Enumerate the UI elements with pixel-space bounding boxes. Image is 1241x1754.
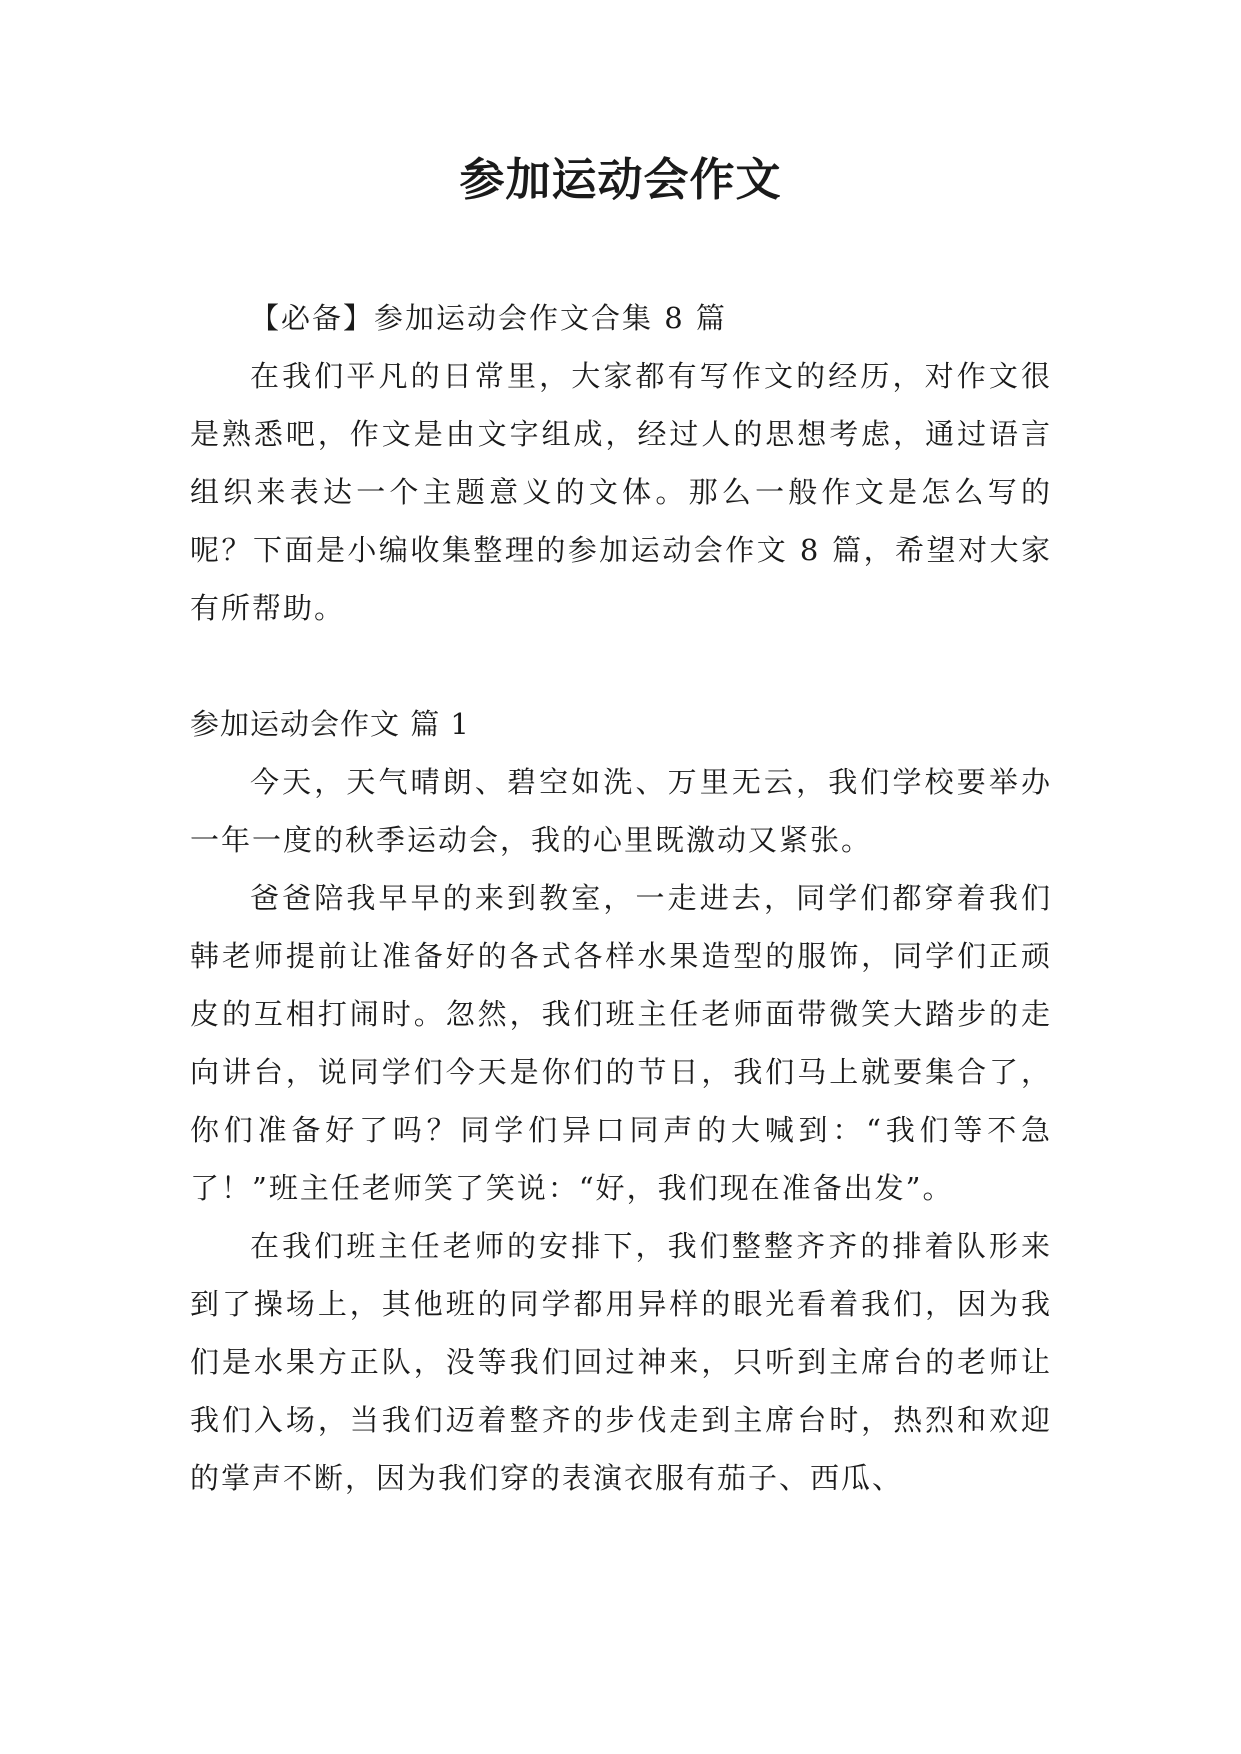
document-title: 参加运动会作文: [459, 153, 782, 206]
body-paragraph: 在我们班主任老师的安排下，我们整整齐齐的排着队形来到了操场上，其他班的同学都用异样的眼光看着我们，因为我们是水果方正队，没等我们回过神来，只听到主席台的老师让我们入场，当我们迈着整齐的步伐走到主席台时，热烈和欢迎的掌声不断，因为我们穿的表演衣服有茄子、西瓜、: [190, 1229, 1052, 1495]
body-paragraph: 今天，天气晴朗、碧空如洗、万里无云，我们学校要举办一年一度的秋季运动会，我的心里既激动又紧张。: [190, 765, 1052, 857]
section-heading: 参加运动会作文 篇 1: [190, 707, 470, 741]
intro-paragraph: 在我们平凡的日常里，大家都有写作文的经历，对作文很是熟悉吧，作文是由文字组成，经过人的思想考虑，通过语言组织来表达一个主题意义的文体。那么一般作文是怎么写的呢？下面是小编收集整理的参加运动会作文 8 篇，希望对大家有所帮助。: [190, 359, 1052, 625]
document-body: [190, 289, 1052, 1507]
lead-line: 【必备】参加运动会作文合集 8 篇: [250, 301, 727, 335]
body-paragraph: 爸爸陪我早早的来到教室，一走进去，同学们都穿着我们韩老师提前让准备好的各式各样水果造型的服饰，同学们正顽皮的互相打闹时。忽然，我们班主任老师面带微笑大踏步的走向讲台，说同学们今天是你们的节日，我们马上就要集合了，你们准备好了吗？同学们异口同声的大喊到：“我们等不急了！”班主任老师笑了笑说：“好，我们现在准备出发”。: [190, 881, 1052, 1205]
